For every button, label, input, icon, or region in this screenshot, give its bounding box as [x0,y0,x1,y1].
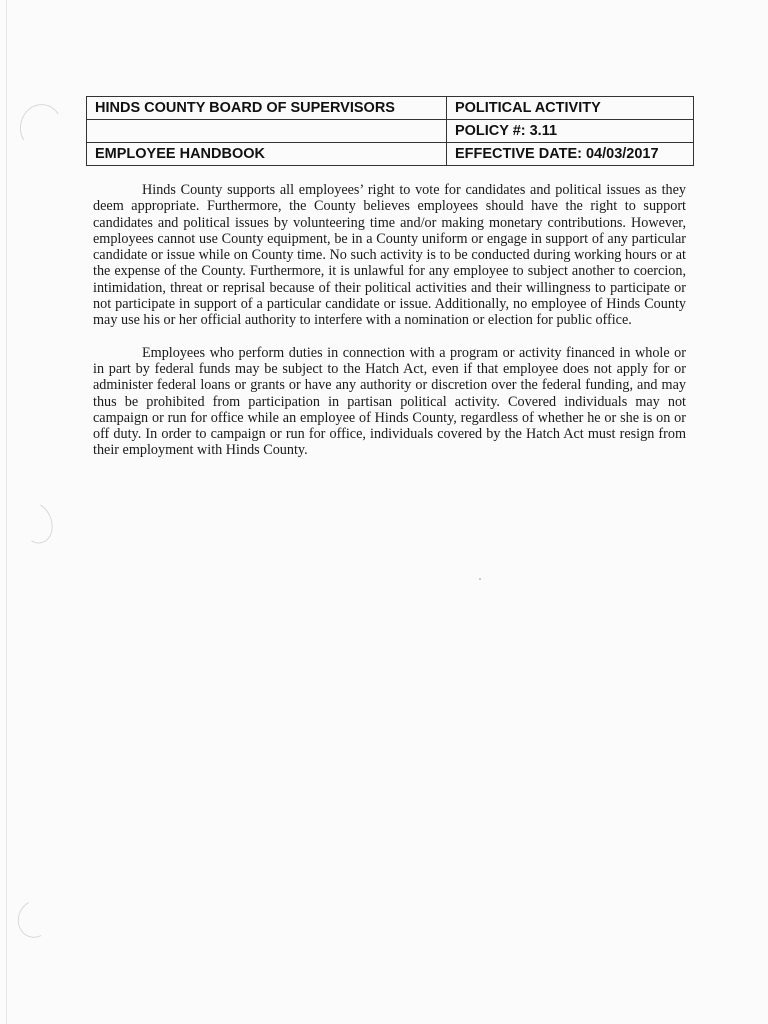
page-edge [6,0,7,1024]
punch-hole-middle [14,498,58,548]
policy-number: POLICY #: 3.11 [446,120,693,143]
punch-hole-bottom [13,895,58,942]
punch-hole-top [16,100,67,154]
effective-date: EFFECTIVE DATE: 04/03/2017 [446,143,693,166]
org-name: HINDS COUNTY BOARD OF SUPERVISORS [87,97,447,120]
empty-cell [87,120,447,143]
paragraph-2: Employees who perform duties in connection with a program or activity financed in whole or in part by federal funds may be subject to the Hatch Act, even if that employee does not apply for or administer federal loans or grants or have any authority or discretion over the federal funding, and may thus be prohibited from participation in partisan political activity. Covered individuals may not campaign or run for office while an employee of Hinds County, regardless of whether he or she is on or off duty. In order to campaign or run for office, individuals covered by the Hatch Act must resign from their employment with Hinds County. [93,344,686,459]
policy-body [93,182,686,475]
policy-header-table [86,96,694,166]
header-row-2 [87,120,694,143]
handbook-label: EMPLOYEE HANDBOOK [87,143,447,166]
header-row-1 [87,97,694,120]
paragraph-1: Hinds County supports all employees’ right to vote for candidates and political issues as they deem appropriate. Furthermore, the County believes employees should have the right to support candidates and political issues by volunteering time and/or making monetary contributions. However, employees cannot use County equipment, be in a County uniform or engage in support of any particular candidate or issue while on County time. No such activity is to be conducted during working hours or at the expense of the County. Furthermore, it is unlawful for any employee to subject another to coercion, intimidation, threat or reprisal because of their political activities and their willingness to participate or not participate in support of a particular candidate or issue. Additionally, no employee of Hinds County may use his or her official authority to interfere with a nomination or election for public office. [93,182,686,329]
policy-title: POLITICAL ACTIVITY [446,97,693,120]
scan-speck [479,578,481,580]
header-row-3 [87,143,694,166]
